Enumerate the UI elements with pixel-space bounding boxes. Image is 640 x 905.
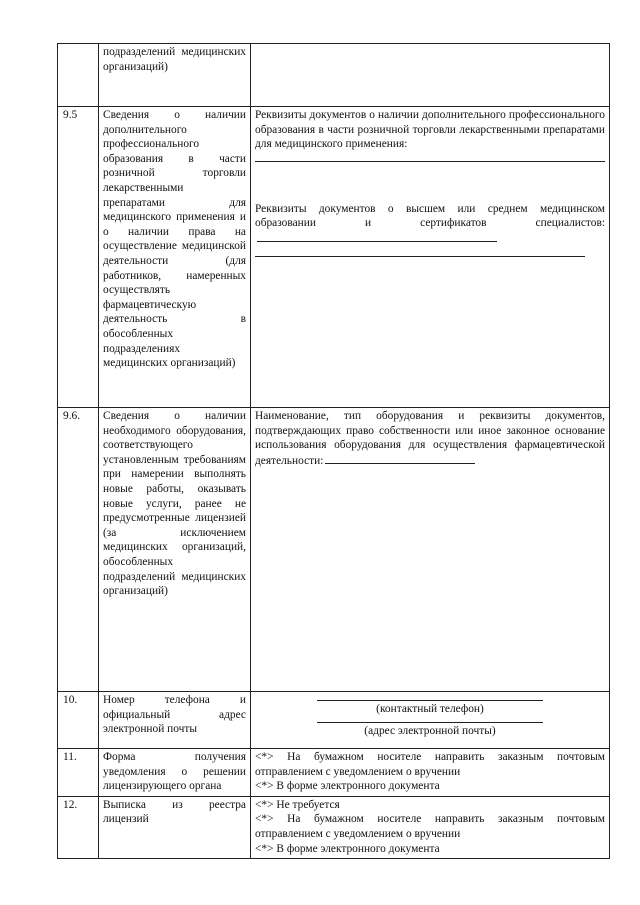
- extract-option-not-required[interactable]: <*> Не требуется: [255, 798, 340, 811]
- medical-education-requisites-field[interactable]: [257, 231, 497, 242]
- additional-education-requisites-field[interactable]: [255, 152, 605, 162]
- row-label: Сведения о наличии необходимого оборудования, соответствующего установленным требованиям при намерении выполнять новые работы, оказывать новые услуги, ранее не предусмотренные лицензией (за исключением медицинских организаций, обособленных подразделений медицинских организаций): [99, 408, 251, 692]
- notification-option-electronic[interactable]: <*> В форме электронного документа: [255, 780, 440, 793]
- email-field[interactable]: [317, 721, 543, 723]
- table-row-12: [58, 796, 610, 858]
- notification-option-paper[interactable]: <*> На бумажном носителе направить заказным почтовым отправлением с уведомлением о вручении: [255, 751, 605, 778]
- row-number: 9.6.: [58, 408, 99, 692]
- row-number: 10.: [58, 692, 99, 749]
- equipment-requisites-field[interactable]: [325, 453, 475, 464]
- additional-education-requisites-label: Реквизиты документов о наличии дополнительного профессионального образования в части розничной торговли лекарственными препаратами для медицинского применения:: [255, 109, 605, 151]
- equipment-requisites-text: Наименование, тип оборудования и реквизиты документов, подтверждающих право собственности или иное законное основание использования оборудования для осуществления фармацевтической деятельности:: [255, 410, 605, 467]
- row-label: Сведения о наличии дополнительного профессионального образования в части розничной торговли лекарственными препаратами для медицинского применения и о наличии права на осуществление медицинской деятельности (для работников, намеренных осуществлять фармацевтическую деятельность в обособленных подразделениях медицинских организаций): [99, 107, 251, 408]
- equipment-requisites-label: [255, 409, 605, 468]
- row-number: [58, 44, 99, 107]
- extract-option-electronic[interactable]: <*> В форме электронного документа: [255, 842, 440, 855]
- table-row-continuation: [58, 44, 610, 107]
- row-label: Выписка из реестра лицензий: [99, 796, 251, 858]
- row-value: [251, 796, 610, 858]
- table-row-10: [58, 692, 610, 749]
- phone-field[interactable]: [317, 699, 543, 701]
- medical-education-requisites-text: Реквизиты документов о высшем или среднем медицинском образовании и сертификатов специалистов:: [255, 202, 605, 230]
- table-row-9-5: [58, 107, 610, 408]
- row-value: [251, 692, 610, 749]
- row-value: [251, 749, 610, 797]
- row-value: [251, 408, 610, 692]
- row-label: Форма получения уведомления о решении лицензирующего органа: [99, 749, 251, 797]
- table-row-11: [58, 749, 610, 797]
- row-label: Номер телефона и официальный адрес электронной почты: [99, 692, 251, 749]
- extract-option-paper[interactable]: <*> На бумажном носителе направить заказным почтовым отправлением с уведомлением о вручении: [255, 813, 605, 840]
- row-number: 12.: [58, 796, 99, 858]
- medical-education-requisites-label: [255, 202, 605, 247]
- row-number: 11.: [58, 749, 99, 797]
- row-label: подразделений медицинских организаций): [99, 44, 251, 107]
- email-caption: (адрес электронной почты): [364, 724, 496, 737]
- row-value: [251, 44, 610, 107]
- medical-education-requisites-field-2[interactable]: [255, 247, 585, 257]
- phone-caption: (контактный телефон): [376, 703, 484, 715]
- table-row-9-6: [58, 408, 610, 692]
- row-number: 9.5: [58, 107, 99, 408]
- row-value: [251, 107, 610, 408]
- license-application-table: [57, 43, 610, 859]
